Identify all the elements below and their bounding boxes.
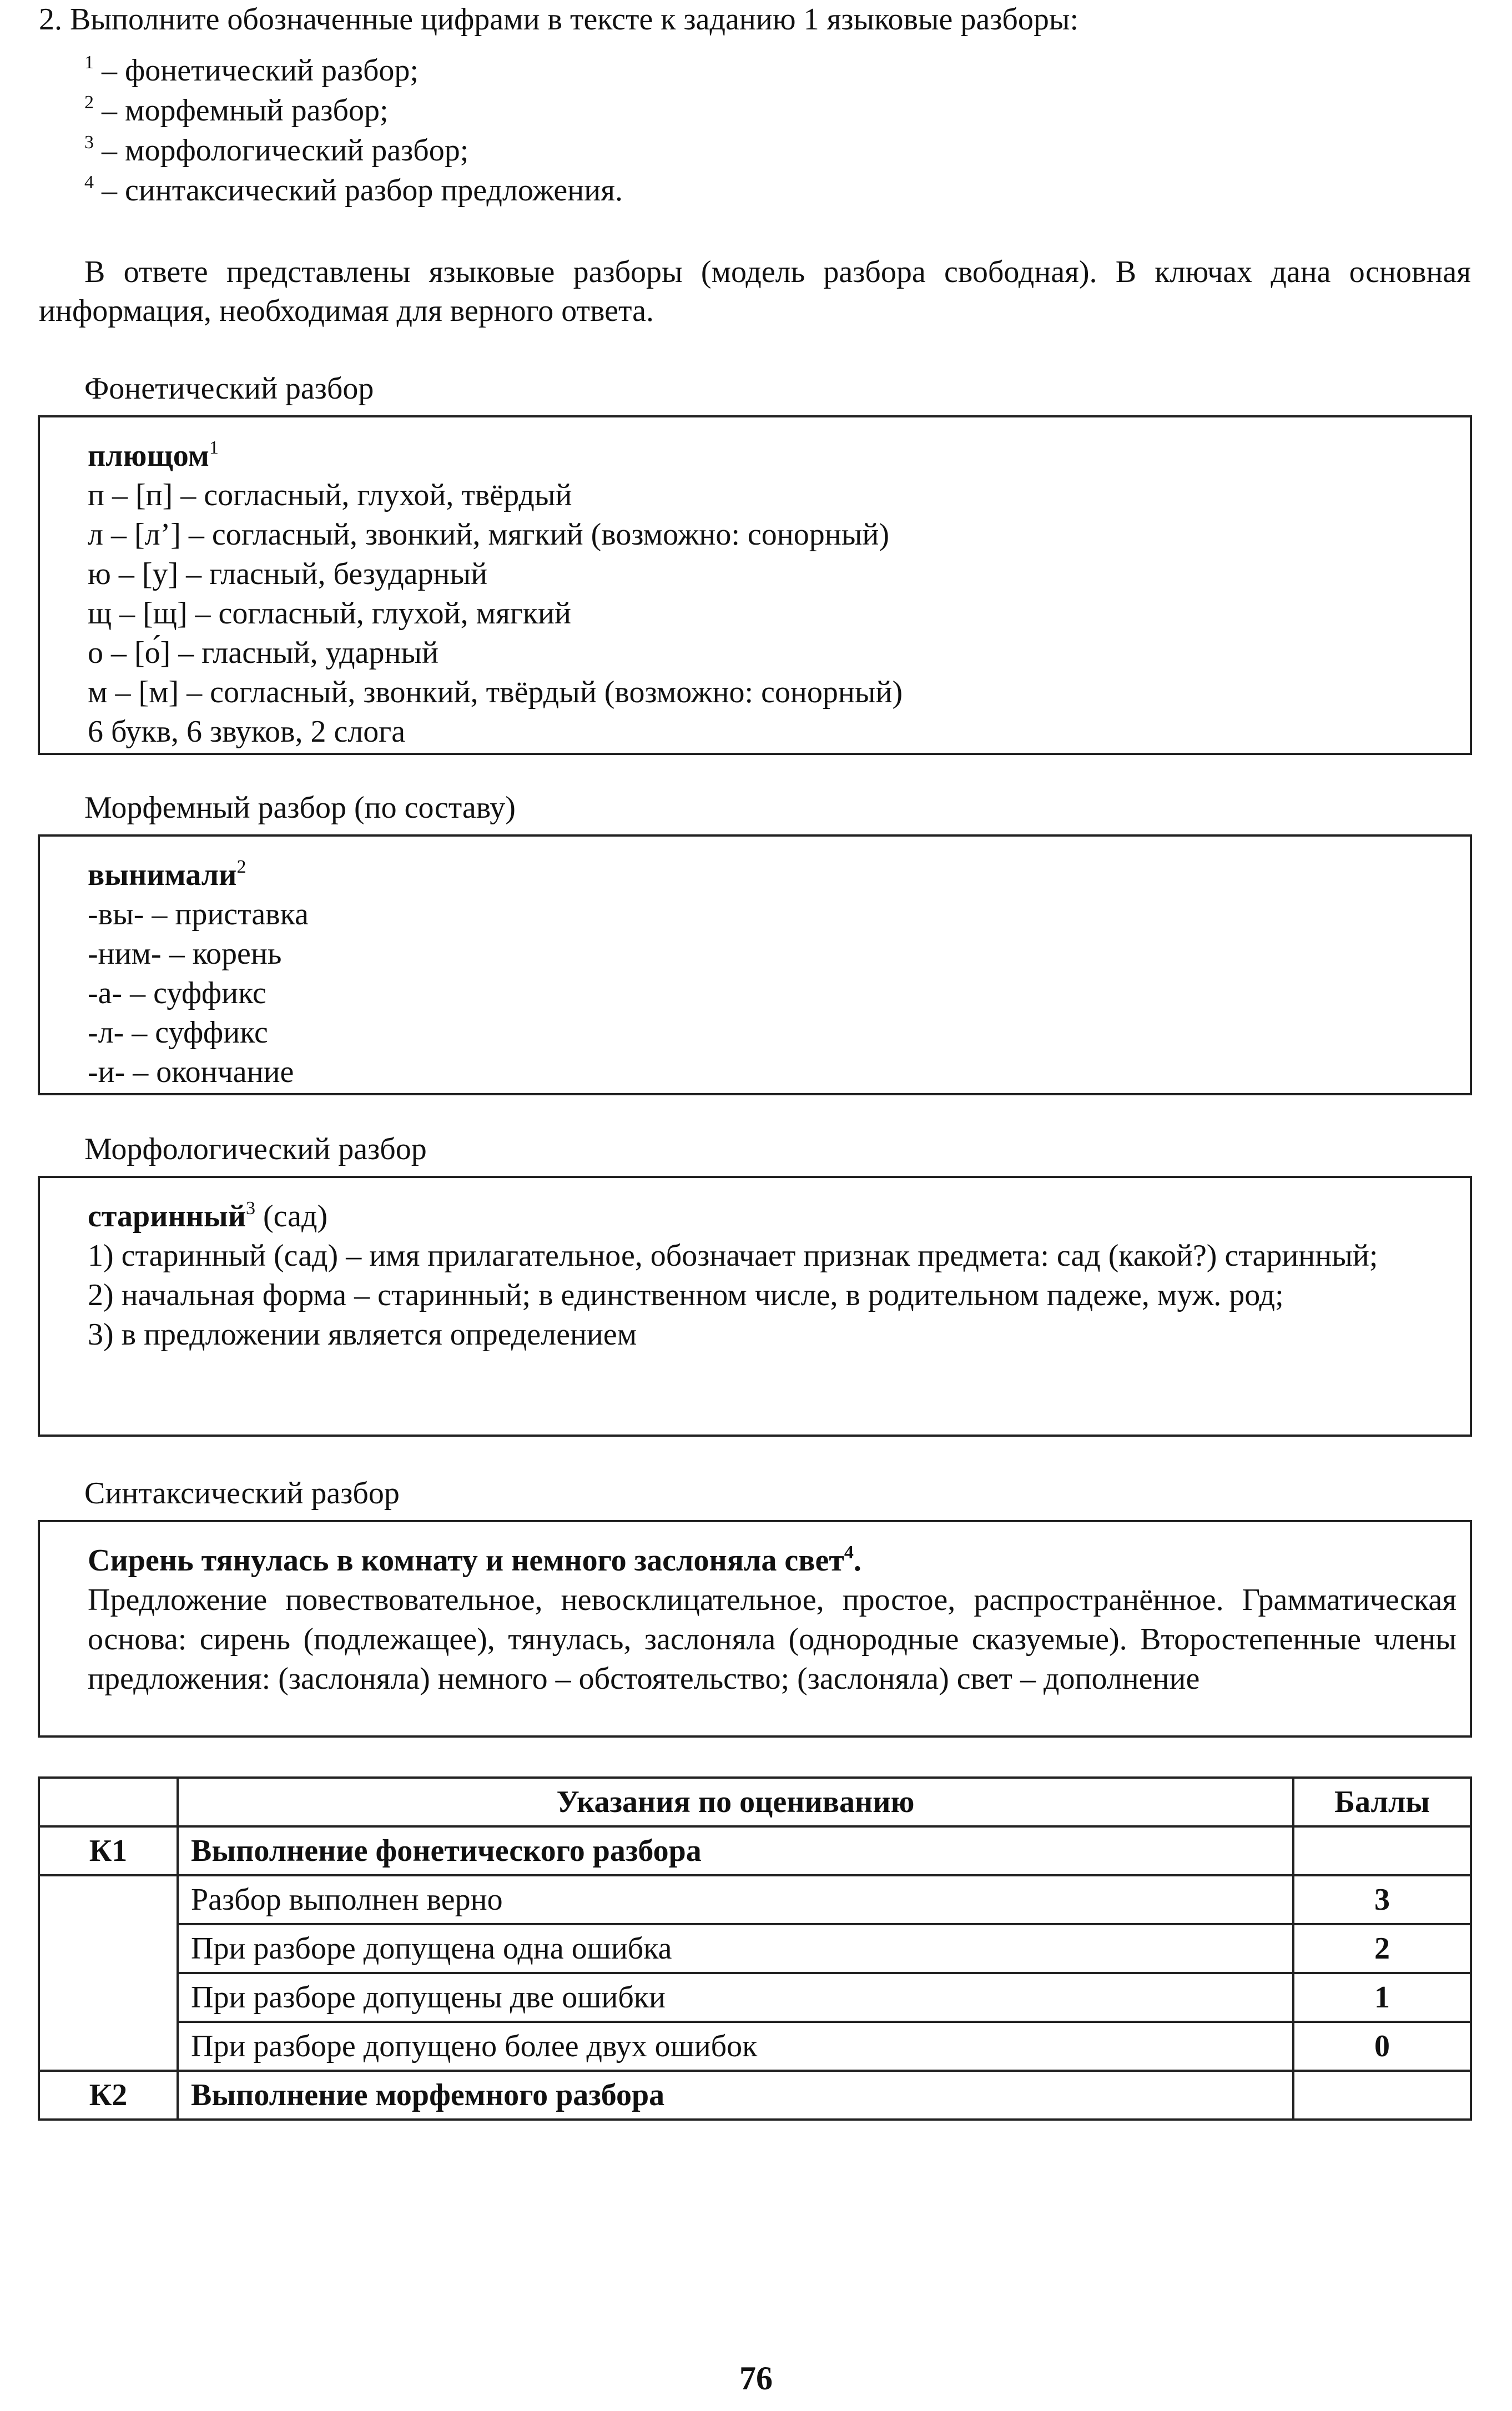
phonetic-line: м – [м] – согласный, звонкий, твёрдый (возможно: сонорный): [88, 675, 903, 709]
morpheme-line: -вы- – приставка: [88, 897, 309, 932]
table-row: [39, 1924, 1471, 1973]
analyzed-word: вынимали: [88, 858, 237, 892]
criterion-text: Разбор выполнен верно: [178, 1875, 1293, 1924]
task-title: 2. Выполните обозначенные цифрами в тексте к заданию 1 языковые разборы:: [39, 2, 1079, 37]
task-item-1: [84, 51, 419, 90]
table-row: [39, 1875, 1471, 1924]
morpheme-line: -а- – суффикс: [88, 976, 266, 1010]
morphological-point: 2) начальная форма – старинный; в единственном числе, в родительном падеже, муж. род;: [88, 1278, 1284, 1312]
points-cell: [1293, 2071, 1471, 2120]
table-row: [39, 2022, 1471, 2071]
points-cell: 0: [1293, 2022, 1471, 2071]
task-item-4: [84, 171, 623, 210]
morphemic-box: [38, 834, 1472, 1095]
syntactic-box: [38, 1520, 1472, 1738]
task-item-2: [84, 91, 389, 130]
table-row: [39, 1973, 1471, 2022]
task-item-3: [84, 131, 468, 170]
page-number: 76: [739, 2360, 773, 2397]
phonetic-line: ю – [у] – гласный, безударный: [88, 557, 488, 591]
word-context: (сад): [255, 1199, 328, 1234]
analyzed-word: старинный: [88, 1199, 246, 1234]
morphological-heading: Морфологический разбор: [84, 1132, 427, 1166]
syntactic-analysis: Предложение повествовательное, невосклицательное, простое, распространённое. Грамматическая основа: сирень (подлежащее), тянулась, заслоняла (однородные сказуемые). Второстепенные члены предложения: (заслоняла) немного – обстоятельство; (заслоняла) свет – дополнение: [88, 1583, 1456, 1696]
footnote-marker: 4: [84, 172, 94, 193]
morpheme-line: -л- – суффикс: [88, 1015, 268, 1050]
footnote-marker: 2: [236, 857, 246, 877]
analyzed-word: плющом: [88, 439, 209, 473]
criterion-text: При разборе допущено более двух ошибок: [178, 2022, 1293, 2071]
table-row: [39, 1826, 1471, 1875]
task-item-text: – синтаксический разбор предложения.: [94, 173, 623, 208]
header-criteria: Указания по оцениванию: [178, 1778, 1293, 1826]
task-item-text: – морфологический разбор;: [94, 133, 469, 168]
criterion-code: К2: [39, 2071, 178, 2120]
phonetic-box: [38, 415, 1472, 755]
phonetic-line: щ – [щ] – согласный, глухой, мягкий: [88, 596, 571, 631]
criterion-code: К1: [39, 1826, 178, 1875]
intro-paragraph: В ответе представлены языковые разборы (модель разбора свободная). В ключах дана основная информация, необходимая для верного ответа.: [39, 255, 1471, 328]
footnote-marker: 2: [84, 92, 94, 113]
points-cell: 3: [1293, 1875, 1471, 1924]
empty-code-cell: [39, 1875, 178, 2071]
morphemic-heading: Морфемный разбор (по составу): [84, 791, 516, 825]
footnote-marker: 1: [84, 52, 94, 73]
footnote-marker: 4: [844, 1542, 854, 1563]
morpheme-line: -ним- – корень: [88, 937, 282, 971]
grading-table: [38, 1776, 1472, 2121]
phonetic-line: л – [л’] – согласный, звонкий, мягкий (возможно: сонорный): [88, 517, 889, 552]
phonetic-line: п – [п] – согласный, глухой, твёрдый: [88, 478, 572, 512]
morphological-point: 1) старинный (сад) – имя прилагательное, обозначает признак предмета: сад (какой?) старинный;: [88, 1239, 1378, 1273]
phonetic-line: 6 букв, 6 звуков, 2 слога: [88, 714, 406, 749]
points-cell: 1: [1293, 1973, 1471, 2022]
morphological-point: 3) в предложении является определением: [88, 1317, 637, 1352]
morphemic-word: [88, 855, 1456, 895]
phonetic-word: [88, 436, 1456, 476]
footnote-marker: 3: [245, 1198, 255, 1219]
criterion-text: При разборе допущена одна ошибка: [178, 1924, 1293, 1973]
points-cell: [1293, 1826, 1471, 1875]
criterion-text: При разборе допущены две ошибки: [178, 1973, 1293, 2022]
table-row: [39, 2071, 1471, 2120]
phonetic-line: о – [о́] – гласный, ударный: [88, 636, 439, 670]
header-points: Баллы: [1293, 1778, 1471, 1826]
sentence-end: .: [853, 1543, 861, 1578]
footnote-marker: 1: [209, 437, 219, 458]
syntactic-sentence: [88, 1541, 1456, 1581]
morpheme-line: -и- – окончание: [88, 1055, 294, 1089]
criterion-title: Выполнение морфемного разбора: [178, 2071, 1293, 2120]
points-cell: 2: [1293, 1924, 1471, 1973]
task-item-text: – фонетический разбор;: [94, 53, 419, 88]
header-code-cell: [39, 1778, 178, 1826]
morphological-word: [88, 1197, 1456, 1236]
analyzed-sentence: Сирень тянулась в комнату и немного заслоняла свет: [88, 1543, 844, 1578]
criterion-title: Выполнение фонетического разбора: [178, 1826, 1293, 1875]
footnote-marker: 3: [84, 132, 94, 153]
phonetic-heading: Фонетический разбор: [84, 371, 374, 406]
table-header-row: [39, 1778, 1471, 1826]
morphological-box: [38, 1176, 1472, 1437]
syntactic-heading: Синтаксический разбор: [84, 1476, 400, 1511]
task-item-text: – морфемный разбор;: [94, 93, 389, 128]
